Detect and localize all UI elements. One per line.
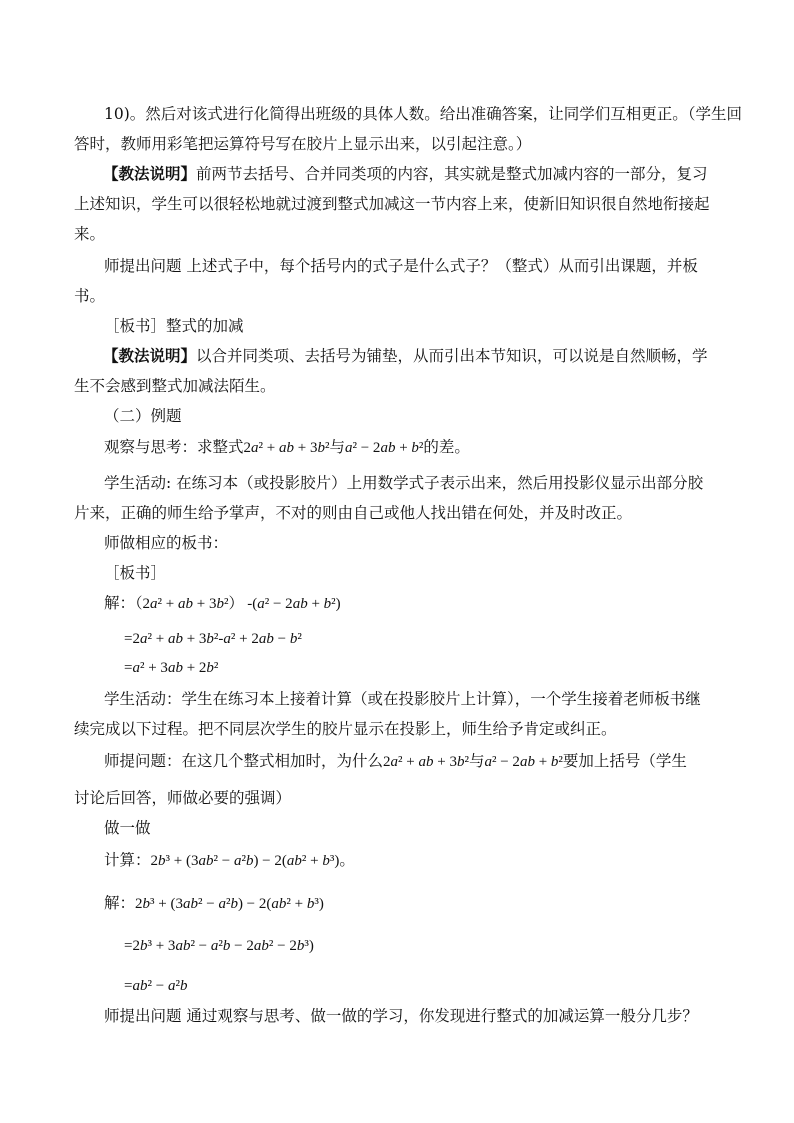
method-note-label: 【教法说明】	[103, 164, 197, 183]
paragraph-line: 师提出问题 通过观察与思考、做一做的学习，你发现进行整式的加减运算一般分几步？	[104, 1007, 698, 1025]
section-heading: （二）例题	[104, 407, 182, 425]
solution-line	[124, 657, 218, 678]
math-expression: =ab² − a²b	[124, 978, 188, 994]
solution-line: 解：2b³ + (3ab² − a²b) − 2(ab² + b³)	[104, 894, 324, 912]
paragraph-line: 答时，教师用彩笔把运算符号写在胶片上显示出来，以引起注意。）	[74, 135, 532, 153]
paragraph-line: ［板书］	[104, 564, 167, 582]
solution-line	[124, 628, 302, 649]
math-expression: a² − 2ab + b²	[344, 440, 424, 456]
paragraph-line: 书。	[74, 287, 106, 305]
paragraph-line: 师做相应的板书：	[104, 534, 229, 552]
math-expression: =2b³ + 3ab² − a²b − 2ab² − 2b³)	[124, 938, 314, 954]
math-expression: 2a² + ab + 3b²	[243, 440, 330, 456]
paragraph-line: 观察与思考：求整式2a² + ab + 3b²与a² − 2ab + b²的差。	[104, 438, 470, 456]
solution-line	[124, 935, 314, 956]
paragraph-line: 【教法说明】以合并同类项、去括号为铺垫，从而引出本节知识，可以说是自然顺畅，学	[103, 346, 708, 365]
paragraph-line: 10)。然后对该式进行化简得出班级的具体人数。给出准确答案，让同学们互相更正。（学生回	[104, 105, 743, 123]
solution-line: 解：（2a² + ab + 3b²） -(a² − 2ab + b²)	[104, 594, 341, 612]
paragraph-line: 生不会感到整式加减法陌生。	[74, 377, 276, 395]
solution-line	[124, 975, 187, 996]
math-expression: =a² + 3ab + 2b²	[124, 660, 219, 676]
paragraph-line: 讨论后回答，师做必要的强调）	[74, 789, 292, 807]
math-expression: 2b³ + (3ab² − a²b) − 2(ab² + b³)	[135, 896, 324, 912]
math-expression: 2b³ + (3ab² − a²b) − 2(ab² + b³)	[150, 853, 340, 869]
paragraph-line: ［板书］整式的加减	[104, 317, 244, 335]
paragraph-line: 续完成以下过程。把不同层次学生的胶片显示在投影上，师生给予肯定或纠正。	[74, 720, 617, 738]
paragraph-line: 学生活动：学生在练习本上接着计算（或在投影胶片上计算），一个学生接着老师板书继	[104, 690, 701, 708]
paragraph-line: 来。	[74, 225, 106, 243]
math-expression: （2a² + ab + 3b²） -(a² − 2ab + b²)	[135, 596, 341, 612]
paragraph-line: 师提问题：在这几个整式相加时，为什么2a² + ab + 3b²与a² − 2ab + b²要加上括号（学生	[104, 752, 687, 770]
math-expression: 2a² + ab + 3b²	[383, 754, 469, 770]
paragraph-line: 片来，正确的师生给予掌声，不对的则由自己或他人找出错在何处，并及时改正。	[74, 504, 633, 522]
method-note-label: 【教法说明】	[103, 346, 197, 365]
paragraph-line: 计算：2b³ + (3ab² − a²b) − 2(ab² + b³)。	[104, 851, 355, 869]
math-expression: =2a² + ab + 3b²-a² + 2ab − b²	[124, 631, 302, 647]
section-heading: 做一做	[104, 819, 151, 837]
math-expression: a² − 2ab + b²	[484, 754, 563, 770]
paragraph-line: 学生活动: 在练习本（或投影胶片）上用数学式子表示出来，然后用投影仪显示出部分胶	[104, 474, 704, 492]
paragraph-line: 上述知识，学生可以很轻松地就过渡到整式加减这一节内容上来，使新旧知识很自然地衔接起	[74, 195, 710, 213]
paragraph-line: 【教法说明】前两节去括号、合并同类项的内容，其实就是整式加减内容的一部分，复习	[103, 164, 708, 183]
paragraph-line: 师提出问题 上述式子中，每个括号内的式子是什么式子？（整式）从而引出课题，并板	[104, 257, 698, 275]
